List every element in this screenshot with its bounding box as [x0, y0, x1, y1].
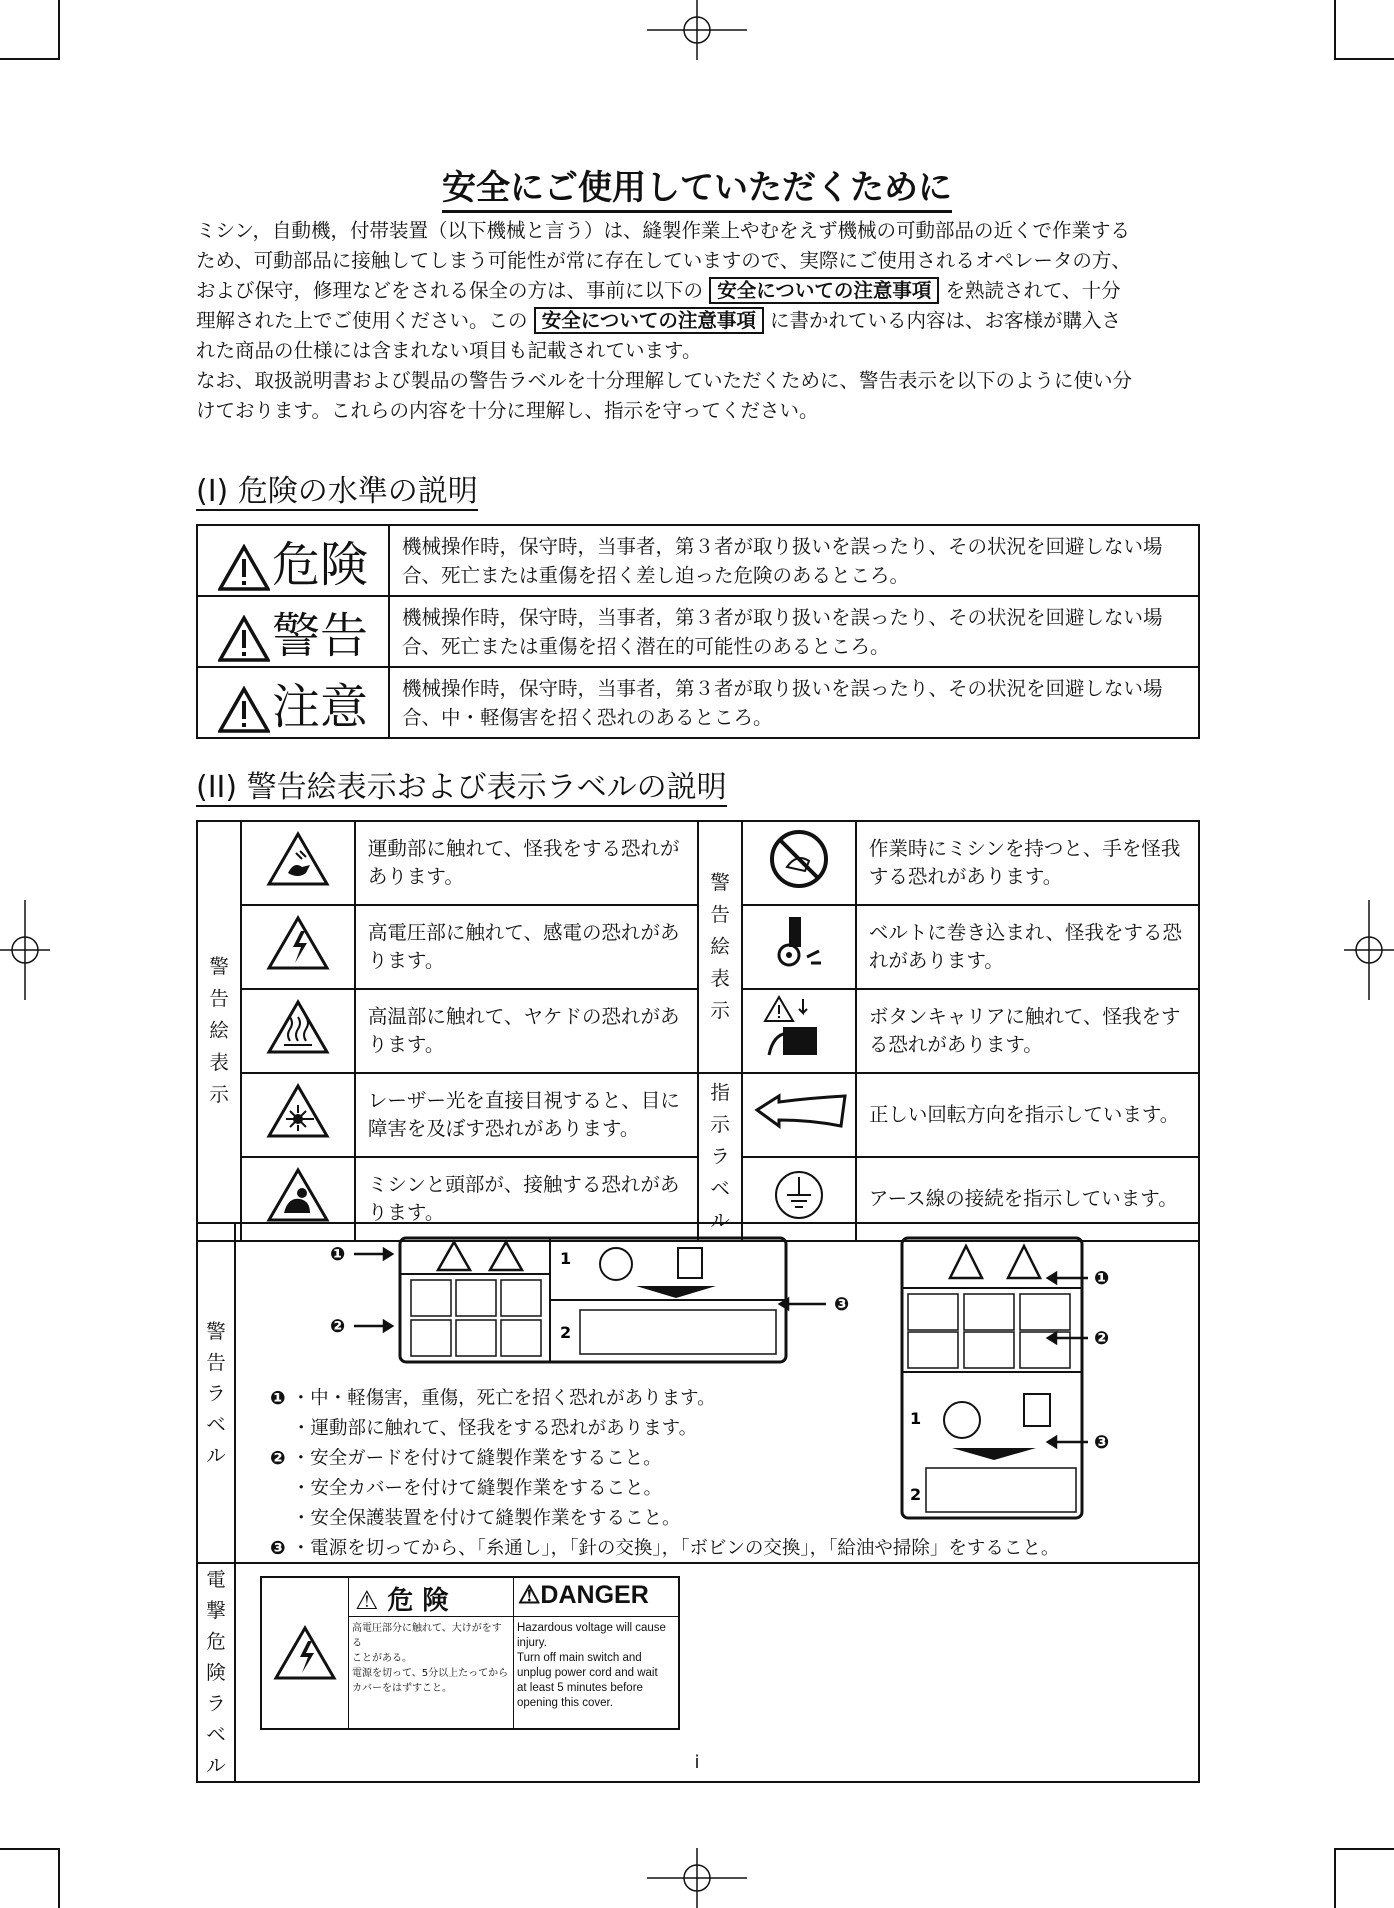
button-carrier-warning-icon: [742, 989, 856, 1073]
vertical-char: ラ: [206, 1381, 226, 1405]
step-2: 2: [910, 1485, 922, 1504]
vertical-char: 指: [710, 1081, 730, 1104]
caution-badge: 注意: [197, 667, 389, 738]
vertical-char: ラ: [710, 1145, 730, 1168]
intro-line: [196, 276, 1200, 306]
hazard-description: 機械操作時，保守時，当事者，第３者が取り扱いを誤ったり、その状況を回避しない場合、中・軽傷害を招く恐れのあるところ。: [389, 667, 1199, 738]
danger-en-line: injury.: [517, 1637, 547, 1649]
danger-en-line: at least 5 minutes before: [517, 1682, 643, 1694]
moving-parts-warning-icon: [241, 821, 355, 905]
warning-badge: 警告: [197, 596, 389, 667]
hazard-level-table: [196, 524, 1200, 739]
page-title: 安全にご使用していただくために: [0, 160, 1394, 209]
marker-2: ❷: [330, 1316, 346, 1337]
marker-3: ❸: [834, 1294, 850, 1315]
high-voltage-warning-icon: [262, 1578, 349, 1728]
note-line: ❷ ・安全ガードを付けて縫製作業をすること。: [270, 1448, 662, 1469]
page-number: i: [694, 1752, 700, 1773]
intro-line: けております。これらの内容を十分に理解し、指示を守ってください。: [196, 399, 819, 422]
vertical-char: ル: [710, 1209, 730, 1232]
warning-triangle-icon: [218, 544, 270, 592]
danger-en-line: unplug power cord and wait: [517, 1667, 658, 1679]
note-line: ・安全カバーを付けて縫製作業をすること。: [292, 1478, 663, 1499]
crop-mark: [1334, 1848, 1336, 1908]
section-heading-2: (II) 警告絵表示および表示ラベルの説明: [196, 770, 727, 805]
vertical-char: ベ: [710, 1177, 730, 1200]
symbol-table: [196, 820, 1200, 1242]
danger-en-title: ⚠DANGER: [514, 1578, 678, 1617]
note-line: ・安全保護装置を付けて縫製作業をすること。: [292, 1508, 681, 1529]
intro-paragraph: [196, 216, 1200, 426]
symbol-description: ベルトに巻き込まれ、怪我をする恐れがあります。: [856, 905, 1199, 989]
danger-label-jp: [349, 1578, 514, 1728]
intro-line: [196, 306, 1200, 336]
vertical-char: 表: [710, 967, 730, 990]
vertical-char: ル: [206, 1754, 226, 1777]
symbol-description: 高温部に触れて、ヤケドの恐れがあります。: [355, 989, 698, 1073]
crop-mark: [1334, 58, 1394, 60]
registration-mark: [1344, 900, 1394, 1000]
vertical-char: 示: [710, 1113, 730, 1136]
crop-mark: [1334, 1848, 1394, 1850]
vertical-char: 撃: [206, 1599, 226, 1622]
vertical-char: 電: [206, 1568, 226, 1591]
danger-label-en: [514, 1578, 678, 1728]
vertical-char: 険: [206, 1661, 226, 1684]
danger-en-line: opening this cover.: [517, 1697, 613, 1709]
intro-line: ミシン，自動機，付帯装置（以下機械と言う）は、縫製作業上やむをえず機械の可動部品の近くで作業する: [196, 219, 1130, 242]
crop-mark: [58, 1848, 60, 1908]
label-table: [196, 1222, 1200, 1783]
vertical-char: 告: [206, 1350, 226, 1374]
vertical-char: ル: [206, 1443, 226, 1467]
category-warning-pictograms-right: [698, 821, 742, 1073]
category-shock-labels: [197, 1563, 235, 1782]
hazard-description: 機械操作時，保守時，当事者，第３者が取り扱いを誤ったり、その状況を回避しない場合、死亡または重傷を招く潜在的可能性のあるところ。: [389, 596, 1199, 667]
symbol-description: 運動部に触れて、怪我をする恐れがあります。: [355, 821, 698, 905]
danger-en-text: [514, 1617, 678, 1715]
registration-mark: [0, 900, 50, 1000]
warning-label-panel: [235, 1223, 1199, 1563]
symbol-description: 正しい回転方向を指示しています。: [856, 1073, 1199, 1157]
danger-badge: 危険: [197, 525, 389, 596]
danger-jp-line: カバーをはずすこと。: [352, 1683, 452, 1694]
registration-mark: [647, 0, 747, 60]
vertical-char: 示: [710, 999, 730, 1022]
step-1: 1: [910, 1409, 922, 1428]
symbol-description: 高電圧部に触れて、感電の恐れがあります。: [355, 905, 698, 989]
crop-mark: [0, 1848, 60, 1850]
note-line: ・運動部に触れて、怪我をする恐れがあります。: [292, 1418, 698, 1439]
marker-3: ❸: [1094, 1432, 1110, 1453]
section-heading-1: (I) 危険の水準の説明: [196, 474, 478, 509]
marker-2: ❷: [1094, 1328, 1110, 1349]
category-warning-pictograms: [197, 821, 241, 1241]
vertical-char: 絵: [209, 1019, 229, 1042]
symbol-description: アース線の接続を指示しています。: [856, 1157, 1199, 1241]
intro-text: および保守，修理などをされる保全の方は、事前に以下の: [196, 279, 704, 302]
vertical-char: 警: [710, 871, 730, 894]
crop-mark: [58, 0, 60, 60]
danger-jp-line: ことがある。: [352, 1653, 412, 1664]
rotation-direction-arrow-icon: [742, 1073, 856, 1157]
laser-warning-icon: [241, 1073, 355, 1157]
danger-en-line: Turn off main switch and: [517, 1652, 642, 1664]
vertical-char: 絵: [710, 935, 730, 958]
intro-line: なお、取扱説明書および製品の警告ラベルを十分理解していただくために、警告表示を以下のように使い分: [196, 369, 1133, 392]
danger-jp-line: 電源を切って、5分以上たってから: [352, 1668, 509, 1679]
vertical-char: ラ: [206, 1692, 226, 1715]
hazard-level-row: [197, 596, 1199, 667]
vertical-char: ベ: [206, 1412, 226, 1436]
intro-text: を熟読されて、十分: [945, 279, 1121, 302]
safety-notes-box: 安全についての注意事項: [534, 307, 764, 334]
danger-jp-line: 高電圧部分に触れて、大けがをする: [352, 1623, 502, 1649]
shock-label-panel: [235, 1563, 1199, 1782]
vertical-char: 告: [209, 987, 229, 1010]
high-voltage-warning-icon: [241, 905, 355, 989]
vertical-char: 危: [206, 1630, 226, 1653]
belt-entanglement-icon: [742, 905, 856, 989]
danger-en-line: Hazardous voltage will cause: [517, 1622, 666, 1634]
vertical-char: ベ: [206, 1723, 226, 1746]
hazard-level-row: [197, 667, 1199, 738]
step-1: 1: [560, 1249, 572, 1268]
vertical-char: 警: [206, 1319, 226, 1343]
warning-triangle-icon: [218, 615, 270, 663]
safety-notes-box: 安全についての注意事項: [709, 277, 939, 304]
intro-text: 理解された上でご使用ください。この: [196, 309, 528, 332]
vertical-char: 告: [710, 903, 730, 926]
category-instruction-labels: [698, 1073, 742, 1241]
intro-text: に書かれている内容は、お客様が購入さ: [770, 309, 1122, 332]
danger-label: [260, 1576, 680, 1730]
symbol-description: レーザー光を直接目視すると、目に障害を及ぼす恐れがあります。: [355, 1073, 698, 1157]
category-warning-labels: [197, 1223, 235, 1563]
hot-surface-warning-icon: [241, 989, 355, 1073]
hazard-description: 機械操作時，保守時，当事者，第３者が取り扱いを誤ったり、その状況を回避しない場合、死亡または重傷を招く差し迫った危険のあるところ。: [389, 525, 1199, 596]
warning-triangle-icon: [218, 686, 270, 734]
note-line: ❶ ・中・軽傷害，重傷，死亡を招く恐れがあります。: [270, 1388, 716, 1409]
warning-label-notes: [270, 1384, 1060, 1564]
crop-mark: [1334, 0, 1336, 60]
crop-mark: [0, 58, 60, 60]
vertical-char: 示: [209, 1083, 229, 1106]
danger-jp-text: [349, 1617, 513, 1700]
registration-mark: [647, 1848, 747, 1908]
marker-1: ❶: [330, 1244, 346, 1265]
symbol-description: ミシンと頭部が、接触する恐れがあります。: [355, 1157, 698, 1241]
no-holding-machine-icon: [742, 821, 856, 905]
hazard-level-row: [197, 525, 1199, 596]
marker-1: ❶: [1094, 1268, 1110, 1289]
vertical-char: 表: [209, 1051, 229, 1074]
note-line: ❸ ・電源を切ってから、「糸通し」，「針の交換」，「ボビンの交換」，「給油や掃除」をすること。: [270, 1538, 1060, 1559]
intro-line: ため、可動部品に接触してしまう可能性が常に存在していますので、実際にご使用されるオペレータの方、: [196, 249, 1131, 272]
step-2: 2: [560, 1323, 572, 1342]
symbol-description: 作業時にミシンを持つと、手を怪我する恐れがあります。: [856, 821, 1199, 905]
symbol-description: ボタンキャリアに触れて、怪我をする恐れがあります。: [856, 989, 1199, 1073]
danger-jp-title: ⚠ 危 険: [349, 1578, 513, 1617]
intro-line: れた商品の仕様には含まれない項目も記載されています。: [196, 339, 702, 362]
vertical-char: 警: [209, 955, 229, 978]
